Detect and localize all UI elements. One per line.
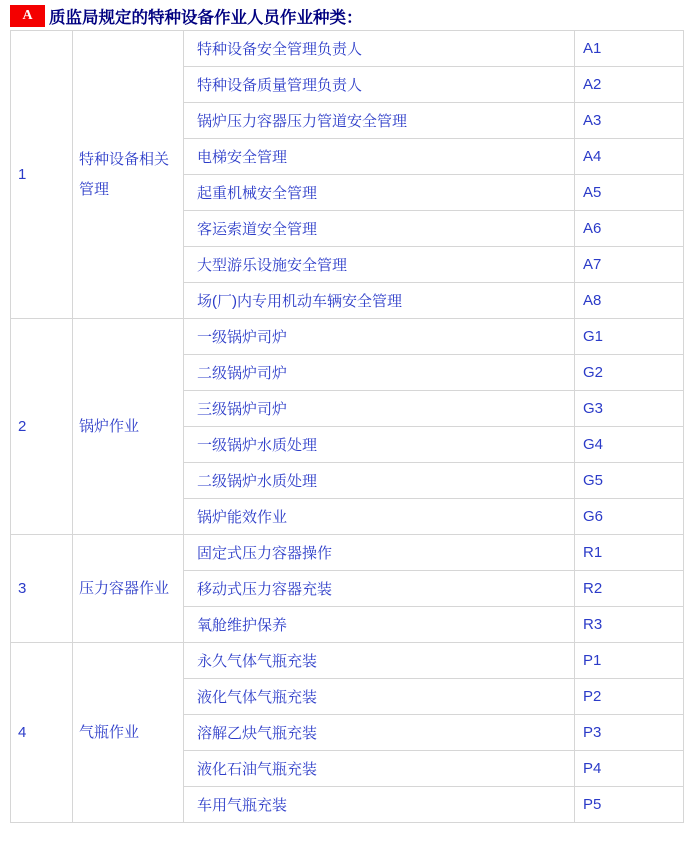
job-code-cell: G4: [575, 427, 684, 463]
section-a-badge: A: [10, 5, 45, 27]
job-code-cell: A3: [575, 103, 684, 139]
table-row: [11, 535, 684, 571]
job-name-cell: 二级锅炉司炉: [184, 355, 575, 391]
job-name-cell: 移动式压力容器充装: [184, 571, 575, 607]
job-name-cell: 液化气体气瓶充装: [184, 679, 575, 715]
job-name-cell: 二级锅炉水质处理: [184, 463, 575, 499]
table-row: [11, 319, 684, 355]
job-code-cell: A1: [575, 31, 684, 67]
table-row: [11, 643, 684, 679]
job-name-cell: 一级锅炉司炉: [184, 319, 575, 355]
job-code-cell: G6: [575, 499, 684, 535]
job-name-cell: 永久气体气瓶充装: [184, 643, 575, 679]
job-code-cell: G3: [575, 391, 684, 427]
job-name-cell: 客运索道安全管理: [184, 211, 575, 247]
section-category-cell: 锅炉作业: [73, 319, 184, 535]
table-row: [11, 31, 684, 67]
job-code-cell: P5: [575, 787, 684, 823]
page-title-text: 质监局规定的特种设备作业人员作业种类：: [49, 8, 363, 27]
job-name-cell: 固定式压力容器操作: [184, 535, 575, 571]
section-number-cell: 2: [11, 319, 73, 535]
job-name-cell: 电梯安全管理: [184, 139, 575, 175]
section-category-cell: 气瓶作业: [73, 643, 184, 823]
job-code-cell: P4: [575, 751, 684, 787]
job-name-cell: 锅炉压力容器压力管道安全管理: [184, 103, 575, 139]
job-code-cell: R1: [575, 535, 684, 571]
job-name-cell: 锅炉能效作业: [184, 499, 575, 535]
job-code-cell: A6: [575, 211, 684, 247]
job-code-cell: P2: [575, 679, 684, 715]
job-name-cell: 车用气瓶充装: [184, 787, 575, 823]
job-name-cell: 氧舱维护保养: [184, 607, 575, 643]
job-name-cell: 大型游乐设施安全管理: [184, 247, 575, 283]
job-code-cell: A2: [575, 67, 684, 103]
job-code-cell: R3: [575, 607, 684, 643]
job-code-cell: A5: [575, 175, 684, 211]
section-number-cell: 1: [11, 31, 73, 319]
job-name-cell: 特种设备质量管理负责人: [184, 67, 575, 103]
job-name-cell: 特种设备安全管理负责人: [184, 31, 575, 67]
job-name-cell: 起重机械安全管理: [184, 175, 575, 211]
job-code-cell: R2: [575, 571, 684, 607]
job-name-cell: 一级锅炉水质处理: [184, 427, 575, 463]
section-number-cell: 4: [11, 643, 73, 823]
job-code-cell: P1: [575, 643, 684, 679]
job-name-cell: 场(厂)内专用机动车辆安全管理: [184, 283, 575, 319]
job-code-cell: A4: [575, 139, 684, 175]
job-categories-table: [10, 30, 684, 823]
job-code-cell: P3: [575, 715, 684, 751]
job-code-cell: A8: [575, 283, 684, 319]
section-category-cell: 特种设备相关管理: [73, 31, 184, 319]
page-title: [10, 4, 363, 27]
job-name-cell: 液化石油气瓶充装: [184, 751, 575, 787]
job-code-cell: A7: [575, 247, 684, 283]
section-number-cell: 3: [11, 535, 73, 643]
job-code-cell: G2: [575, 355, 684, 391]
job-name-cell: 三级锅炉司炉: [184, 391, 575, 427]
job-code-cell: G5: [575, 463, 684, 499]
section-category-cell: 压力容器作业: [73, 535, 184, 643]
job-name-cell: 溶解乙炔气瓶充装: [184, 715, 575, 751]
job-code-cell: G1: [575, 319, 684, 355]
